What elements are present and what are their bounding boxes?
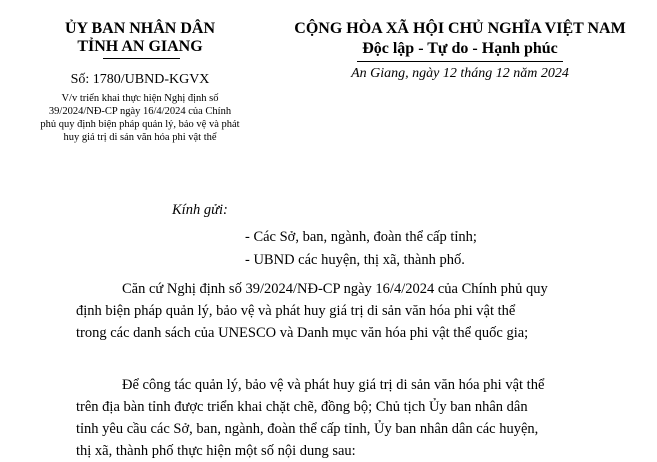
- paragraph-line: trên địa bàn tỉnh được triển khai chặt chẽ, đồng bộ; Chủ tịch Ủy ban nhân dân: [76, 399, 528, 415]
- place-and-date: An Giang, ngày 12 tháng 12 năm 2024: [351, 66, 569, 81]
- paragraph-line: Căn cứ Nghị định số 39/2024/NĐ-CP ngày 16/4/2024 của Chính phủ quy: [122, 281, 548, 297]
- subject-line: V/v triển khai thực hiện Nghị định số: [61, 93, 219, 104]
- document-number: Số: 1780/UBND-KGVX: [70, 72, 210, 87]
- recipient-item: - UBND các huyện, thị xã, thành phố.: [245, 252, 465, 268]
- national-motto: Độc lập - Tự do - Hạnh phúc: [362, 40, 558, 57]
- document-subject: [40, 92, 240, 144]
- authority-underline: [103, 58, 180, 59]
- paragraph-line: tỉnh yêu cầu các Sở, ban, ngành, đoàn thể cấp tỉnh, Ủy ban nhân dân các huyện,: [76, 421, 539, 437]
- issuing-authority-parent: ỦY BAN NHÂN DÂN: [64, 20, 216, 37]
- paragraph-line: Để công tác quản lý, bảo vệ và phát huy giá trị di sản văn hóa phi vật thể: [122, 377, 545, 393]
- body-paragraph-2: [76, 374, 604, 462]
- subject-line: huy giá trị di sản văn hóa phi vật thể: [63, 132, 217, 143]
- paragraph-line: định biện pháp quản lý, bảo vệ và phát huy giá trị di sản văn hóa phi vật thể: [76, 303, 516, 319]
- paragraph-line: thị xã, thành phố thực hiện một số nội dung sau:: [76, 443, 356, 459]
- motto-underline: [357, 61, 563, 62]
- paragraph-line: trong các danh sách của UNESCO và Danh mục văn hóa phi vật thể quốc gia;: [76, 325, 529, 341]
- subject-line: 39/2024/NĐ-CP ngày 16/4/2024 của Chính: [48, 106, 232, 117]
- national-title: CỘNG HÒA XÃ HỘI CHỦ NGHĨA VIỆT NAM: [294, 20, 626, 37]
- issuing-authority-name: TỈNH AN GIANG: [77, 38, 203, 55]
- body-paragraph-1: [76, 278, 604, 344]
- recipient-item: - Các Sở, ban, ngành, đoàn thể cấp tỉnh;: [245, 229, 477, 245]
- recipients-greeting: Kính gửi:: [172, 202, 228, 218]
- subject-line: phủ quy định biện pháp quản lý, bảo vệ và phát: [40, 119, 240, 130]
